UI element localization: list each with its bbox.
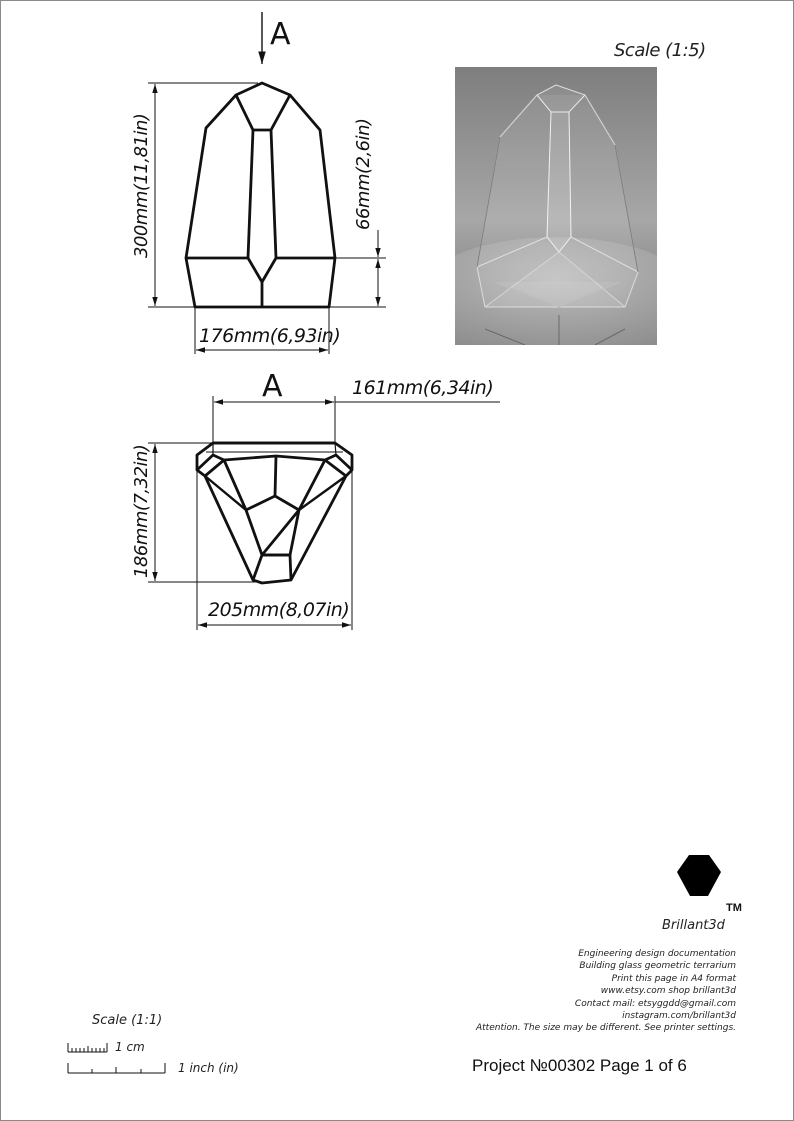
info-line: Print this page in A4 format xyxy=(611,973,736,984)
brillant3d-logo-icon xyxy=(674,852,724,898)
dim-band-label: 66mm(2,6in) xyxy=(353,118,374,230)
render-scale-label: Scale (1:5) xyxy=(614,40,706,61)
dim-height-label: 300mm(11,81in) xyxy=(131,113,152,258)
info-line: www.etsy.com shop brillant3d xyxy=(600,986,736,997)
plan-dimensions xyxy=(148,396,500,630)
info-line: Contact mail: etsyggdd@gmail.com xyxy=(574,998,736,1009)
brand-name: Brillant3d xyxy=(662,918,725,933)
section-marker-top: A xyxy=(270,17,291,52)
scale-bar-inch xyxy=(68,1063,165,1073)
scale-bar-title: Scale (1:1) xyxy=(92,1013,163,1028)
dim-plan-width-label: 205mm(8,07in) xyxy=(208,599,350,621)
trademark-mark: TM xyxy=(726,902,742,914)
front-dimensions xyxy=(148,12,386,354)
dim-bottom-width-label: 176mm(6,93in) xyxy=(199,325,341,347)
scale-bar-cm-label: 1 cm xyxy=(115,1040,145,1054)
info-line: Engineering design documentation xyxy=(578,949,736,959)
info-line: Building glass geometric terrarium xyxy=(579,961,736,972)
section-marker-a: A xyxy=(262,369,283,404)
project-page-label: Project №00302 Page 1 of 6 xyxy=(472,1056,687,1075)
info-line: instagram.com/brillant3d xyxy=(622,1011,736,1022)
info-block xyxy=(476,948,736,1035)
info-line: Attention. The size may be different. See printer settings. xyxy=(476,1023,736,1034)
terrarium-render xyxy=(455,67,657,345)
scale-bar-inch-label: 1 inch (in) xyxy=(178,1061,239,1075)
dim-top-edge-label: 161mm(6,34in) xyxy=(352,377,494,399)
dim-plan-depth-label: 186mm(7,32in) xyxy=(131,444,152,578)
scale-bar-cm xyxy=(68,1043,107,1052)
plan-view xyxy=(197,443,352,583)
front-view xyxy=(186,83,335,307)
